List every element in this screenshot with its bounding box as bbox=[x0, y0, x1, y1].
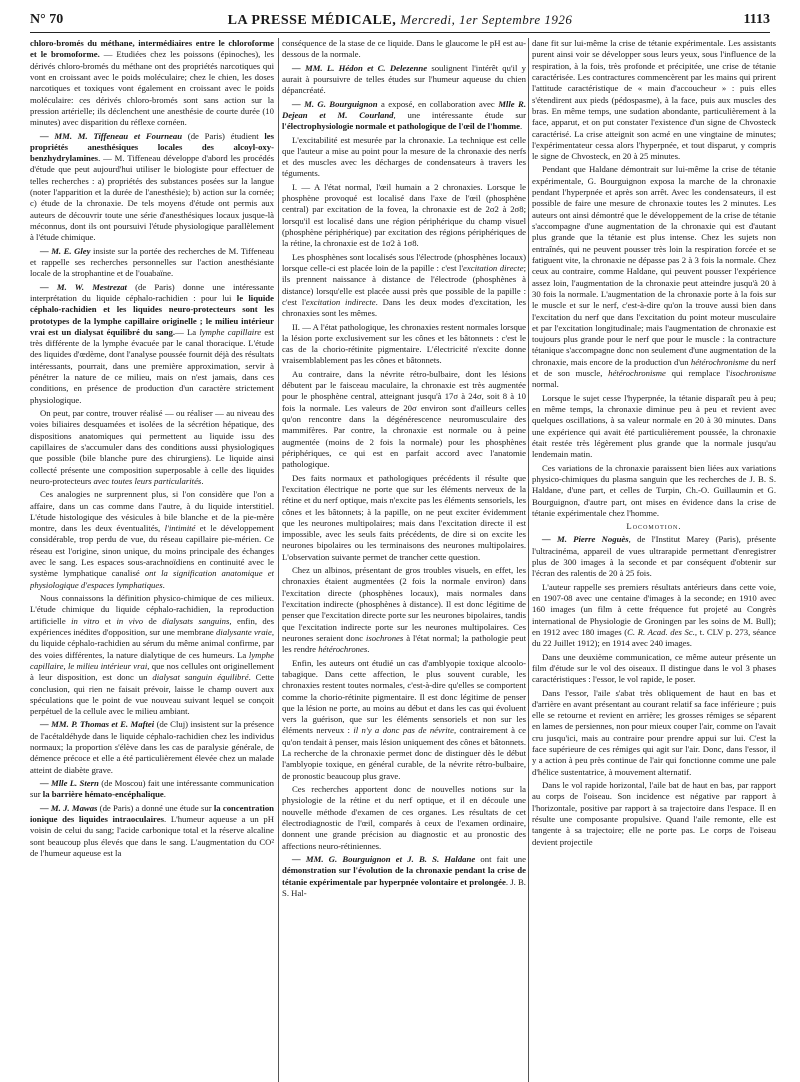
paragraph bbox=[282, 473, 526, 564]
italic-run: dialysats sanguins bbox=[162, 615, 230, 626]
text-run: , que nos cellules ont originellement à leur disposition, est donc un bbox=[30, 660, 274, 683]
text-run: Dans l'essor, l'aile s'abat très obliquement de haut en bas et d'arrière en avant présentant au courant relatif sa face inférieure ; puis elle se retourne et revient en arrière; les grosses rémiges se séparent en lames de persiennes, non pour mieux couper l'air, comme on l'avait cru jusqu'ici, mais au contraire pour prendre appui sur lui. C'est la face supérieure de ces rémiges qui agit sur l'air. Donc, dans l'essor, il y a action à peu près continue de l'air qui fonctionne comme une pale d'hélice sustentatrice, à mouvement alternatif. bbox=[532, 687, 776, 777]
paragraph bbox=[532, 652, 776, 686]
bold-run: le liquide céphalo-rachidien et les liquides neuro-protecteurs sont les prototypes de la lymphe capillaire originelle ; le milieu intérieur vrai est un dialysat équilibré du sang. bbox=[30, 292, 274, 337]
text-run: , une intéressante étude sur bbox=[393, 109, 526, 120]
text-run: (de Paris) étudient bbox=[182, 130, 265, 141]
text-run: , de l'Institut Marey (Paris), présente l'ultracinéma, appareil de vues ultrarapide permettant d'enregistrer plus de 300 images à la seconde et par conséquent d'obtenir sur l'écran des ralentis de 20 à 25 fois. bbox=[532, 534, 776, 579]
text-run: insiste sur la portée des recherches de M. Tiffeneau et rappelle ses recherches personnelles sur l'action anesthésiante locale de la strophantine et de l'ouabaïne. bbox=[30, 245, 274, 279]
page-number: 1113 bbox=[743, 12, 770, 27]
text-run: normal. bbox=[532, 379, 559, 390]
paragraph bbox=[30, 489, 274, 591]
italic-run: lymphe capillaire, le milieu intérieur vrai bbox=[30, 649, 274, 671]
paragraph bbox=[532, 688, 776, 779]
italic-run: dialysat sanguin équilibré bbox=[152, 672, 249, 683]
journal-title-line bbox=[30, 12, 770, 29]
bold-run: — MM. L. Hédon et C. Delezenne bbox=[292, 62, 428, 73]
journal-title: LA PRESSE MÉDICALE, bbox=[227, 13, 397, 28]
text-run: . bbox=[201, 475, 204, 486]
paragraph bbox=[282, 252, 526, 320]
issue-number: N° 70 bbox=[30, 12, 64, 27]
text-run: de bbox=[143, 615, 163, 626]
text-run: Chez un albinos, présentant de gros troubles visuels, en effet, les chronaxies étaient augmentées (2 fois la normale environ) dans l'excitation directe (phosphènes locaux), mais normales dans l'excitation indirecte (phosphènes à distance). Il est donc légitime de penser que l'excitation directe porte sur les neurones bipolaires, tandis que l'excitation indirecte porte sur les neurones multipolaires. Ces neurones seraient donc bbox=[282, 565, 526, 643]
italic-run: dialysante vraie bbox=[216, 626, 272, 637]
text-run: . Dans les deux modes d'excitation, les chronaxies sont les mêmes. bbox=[282, 296, 526, 319]
text-run: Ces analogies ne surprennent plus, si l'on considère que l'on a affaire, dans un cas comme dans l'autre, à du liquide interstitiel. L'étude histologique des vésicules à bile blanche et de la pie-mère montre, dans les deux éventualités, bbox=[30, 489, 274, 534]
text-run: qui remplace l' bbox=[665, 368, 730, 379]
bold-run: — M. J. Mawas bbox=[40, 802, 98, 813]
text-run: soulignent l'intérêt qu'il y aurait à poursuivre de telles études sur l'humeur aqueuse du chien dépancréaté. bbox=[282, 62, 526, 96]
italic-run: isochronisme bbox=[729, 368, 776, 379]
paragraph bbox=[30, 803, 274, 860]
bold-run: — Mlle L. Stern bbox=[40, 778, 99, 788]
italic-run: excitation indirecte bbox=[305, 296, 376, 307]
text-run: Ces recherches apportent donc de nouvelles notions sur la physiologie de la rétine et du nerf optique, et il en découle une nouvelle méthode d'examen de ces organes. Les résultats de cet électrodiagnostic de l'œil, comparés à ceux de l'examen ordinaire, donnent une grande précision au diagnostic et au pronostic des affections neuro-rétiniennes. bbox=[282, 784, 526, 851]
paragraph bbox=[282, 369, 526, 471]
paragraph bbox=[532, 38, 776, 162]
text-run: — La bbox=[175, 326, 200, 337]
text-run: On peut, par contre, trouver réalisé — ou réaliser — au niveau des voies biliaires desquamées et isolées de la sécrétion hépatique, des dispositions anatomiques qui permettent au liquide issu des capillaires de s'accumuler dans des conditions aussi physiologiques que possible (bile blanche pure des chirurgiens). Le liquide ainsi collecté présente une composition superposable à celle des liquides neuro-protecteurs bbox=[30, 408, 274, 486]
text-run: Dans le vol rapide horizontal, l'aile bat de haut en bas, par rapport au corps de l'oiseau. Son incidence est négative par rapport à l'horizontale, positive par rapport à sa trajectoire dans l'espace. Il en résulte une composante propulsive. Quand l'aile remonte, elle est tangente à sa trajectoire; elle ne porte pas. Le corps de l'oiseau devient projectile bbox=[532, 780, 776, 847]
text-run: (de Paris) donne une intéressante interprétation du liquide céphalo-rachidien : pour lui bbox=[30, 281, 274, 303]
paragraph bbox=[282, 854, 526, 899]
section-heading: Locomotion. bbox=[626, 521, 682, 532]
text-run: . L'humeur aqueuse a un pH voisin de celui du sang; l'acide carbonique total et la réserve alcaline sont beaucoup plus élevés que dans le sang. L'augmentation du CO² de l'humeur aqueuse est la bbox=[30, 813, 274, 858]
text-run: , du liquide céphalo-rachidien au sérum du même animal confirme, par des voies différentes, la nature dialytique de ces humeurs. La bbox=[30, 626, 274, 660]
text-run: Nous connaissons la définition physico-chimique de ces milieux. L'étude chimique du liquide céphalo-rachidien, la reproduction artificielle bbox=[30, 593, 274, 626]
italic-run: l'intimité bbox=[164, 523, 196, 534]
column-divider bbox=[528, 38, 529, 1082]
text-run: I. — A l'état normal, l'œil humain a 2 chronaxies. Lorsque le phosphène provoqué est localisé dans l'axe de l'œil (phosphène central) par excitation de la fovea, la chronaxie est de 2σ2 à 2σ8; lorsqu'il est localisé dans une région périphérique du champ visuel (phosphène périphérique) par excitation des régions périphériques de la rétine, la chronaxie est de 1σ2 à 1σ8. bbox=[282, 181, 526, 249]
text-run: Au contraire, dans la névrite rétro-bulbaire, dont les lésions débutent par le faisceau maculaire, la chronaxie est très augmentée pour le phosphène central, atteignant jusqu'à 17σ à 24σ, soit 8 à 10 fois la normale. Les valeurs de 20σ environ sont d'ailleurs celles qu'on rencontre dans la dégénérescence neuromusculaire des mammifères. Par contre, la chronaxie est normale ou à peine augmentée (moins de 2 fois la normale) pour les phosphènes périphériques, ce qui est en parfait accord avec l'anatomie pathologique. bbox=[282, 368, 526, 470]
paragraph bbox=[282, 784, 526, 852]
text-run: est très différente de la lymphe évacuée par le canal thoracique. L'étude des liquides d'œdème, dont l'analyse poussée fournit déjà des résultats intéressants, pourrait, dans une première approximation, servir à pénétrer la nature de ce milieu, mais on n'est jamais, dans ces conditions, en présence de production d'un caractère strictement physiologique. bbox=[30, 326, 274, 405]
bold-run: démonstration sur l'évolution de la chronaxie pendant la crise de tétanie expérimentale par hyperpnée volontaire et prolongée bbox=[282, 865, 526, 887]
italic-run: in vitro bbox=[71, 615, 100, 626]
paragraph bbox=[282, 182, 526, 250]
italic-run: isochrones bbox=[365, 632, 404, 643]
italic-run: hétérochronisme bbox=[690, 356, 749, 367]
text-run: (de Moscou) fait une intéressante communication sur bbox=[30, 778, 274, 800]
text-run: Ces variations de la chronaxie paraissent bien liées aux variations physico-chimiques du plasma sanguin que les recherches de J. B. S. Haldane, d'une part, et celles de Turpin, Ch.-O. Guillaumin et G. Bourguignon, d'autre part, ont mises en évidence dans la crise de tétanie expérimentale chez l'homme. bbox=[532, 462, 776, 518]
text-run: . bbox=[520, 121, 523, 132]
text-run: Pendant que Haldane démontrait sur lui-même la crise de tétanie expérimentale, G. Bourguignon exposa la marche de la chronaxie pendant l'hyperpnée et après son arrêt. Avec les condensateurs, il est possible de faire une mesure de chronaxie toutes les 2 minutes. Les auteurs ont ainsi démontré que le développement de la crise de tétanie s'accompagne d'une augmentation de la chronaxie qui est d'autant plus grande que la tétanie est plus intense. Chez les sujets non entraînés, qui ne peuvent pousser très loin la respiration forcée et se fatiguent vite, la chronaxie ne dépasse pas 2 à 3 fois la normale. Chez ceux au contraire, comme Haldane, qui peuvent pousser l'expérience assez loin, l'augmentation de la chronaxie peut atteindre jusqu'à 20 à 30 fois la normale. L'augmentation de la chronaxie porte à la fois sur le muscle et sur le nerf, c'est-à-dire qu'on la trouve aussi bien dans l'excitation du nerf que dans l'excitation du point moteur musculaire et par l'excitation longitudinale; mais l'augmentation de chronaxie est toujours plus grande pour le nerf que pour le muscle : la contracture tétanique s'accompagne donc non seulement d'une augmentation de la chronaxie, mais encore de la production d'un bbox=[532, 164, 776, 367]
paragraph bbox=[30, 778, 274, 801]
italic-run: avec toutes leurs particularités bbox=[93, 475, 202, 486]
text-run: II. — A l'état pathologique, les chronaxies restent normales lorsque la lésion porte exclusivement sur les cônes et les bâtonnets : c'est le cas de la chorio-rétinite pigmentaire. L'électricité n'excite donne vraisemblablement pas les cônes et bâtonnets. bbox=[282, 321, 526, 366]
italic-run: hétérochronisme bbox=[608, 368, 666, 379]
italic-run: hétérochrones bbox=[318, 644, 368, 655]
paragraph bbox=[30, 282, 274, 406]
paragraph bbox=[30, 719, 274, 776]
column-divider bbox=[278, 38, 279, 1082]
text-run: . — M. Tiffeneau développe d'abord les procédés d'étude que peut aujourd'hui utiliser le biologiste pour effectuer de telles recherches : a) propriétés des substances posées sur la langue (noter l'apparition et la durée de l'anesthésie); b) action sur la cornée; c) étude de la chronaxie. De tels moyens d'étude ont permis aux auteurs de découvrir toute une série d'anesthésiques locaux jusque-là méconnus, dont ils ont poursuivi l'étude physiologique parallèlement à l'étude chimique. bbox=[30, 153, 274, 243]
italic-run: ont la signification anatomique et physiologique d'espaces lymphatiques bbox=[30, 568, 274, 590]
text-run: . bbox=[162, 579, 165, 590]
bold-run: — M. G. Bourguignon bbox=[292, 98, 378, 109]
italic-run: excitation directe bbox=[463, 262, 524, 273]
paragraph bbox=[532, 780, 776, 848]
bold-run: — M. E. Gley bbox=[40, 245, 91, 256]
paragraph bbox=[532, 393, 776, 461]
paragraph bbox=[282, 63, 526, 97]
bold-run: — M. Pierre Noguès bbox=[542, 534, 629, 545]
paragraph bbox=[282, 565, 526, 656]
text-run: ; ils prennent naissance à distance de l'électrode (phosphènes à distance) lorsqu'elle est placée aussi près que possible de la papille : c'est l' bbox=[282, 262, 526, 307]
text-run: . Cette conclusion, qui rien ne faisait prévoir, laisse le champ ouvert aux spéculations que le point de vue nouveau suivant lequel se conçoit perpétuel de la cellule avec le milieu ambiant. bbox=[30, 672, 274, 717]
text-run: (de Paris) a donné une étude sur bbox=[97, 802, 214, 813]
paragraph bbox=[532, 164, 776, 390]
bold-run: les propriétés anesthésiques locales des alcoyl-oxy-benzhydrylamines bbox=[30, 130, 274, 164]
text-run: a exposé, en collaboration avec bbox=[377, 98, 499, 109]
text-run: , enfin, des expériences inédites d'opposition, sur une membrane bbox=[30, 615, 274, 637]
text-run: et bbox=[99, 615, 117, 626]
text-run: Les phosphènes sont localisés sous l'électrode (phosphènes locaux) lorsque celle-ci est placée loin de la papille : c'est l' bbox=[282, 251, 526, 273]
bold-run: la concentration ionique des liquides intraoculaires bbox=[30, 802, 274, 824]
bold-run: chloro-bromés du méthane, intermédiaires entre le chloroforme et le bromoforme. bbox=[30, 38, 274, 60]
paragraph bbox=[282, 322, 526, 367]
text-run: — Etudiées chez les poissons (épinoches), les dérivés chloro-bromés du méthane ont des propriétés narcotiques qui vont en croissant avec le poids moléculaire; chez le chien, les doses narcotiques et toxiques vont également en croissant avec le poids moléculaire: ces dérivés chloro-bromés sont sans action sur la pression artérielle; ils déclenchent une anesthésie de courte durée (10 minutes) avec disparition du réflexe cornéen. bbox=[30, 49, 274, 128]
text-run: dane fit sur lui-même la crise de tétanie expérimentale. Les assistants purent ainsi voir se développer sous leurs yeux, sous l'influence de la respiration, à la fois, très profonde et précipitée, une crise de tétanie caractérisée. Les contractures commencèrent par les mains qui prirent l'attitude caractéristique de « main d'accoucheur » : puis elles s'étendirent aux pieds (pédospasme), à la face, puis aux muscles des bras. En même temps, une sudation abondante, particulièrement à la face, apparut, et on put constater l'existence d'un signe de Chvosteck caractérisé. La crise atteignit son acmé en une vingtaine de minutes; l'expérimentateur cessa alors l'hyperpnée, et tout disparut, y compris le signe de Chvosteck, en 20 à 25 minutes. bbox=[532, 38, 776, 162]
bold-run: la barrière hémato-encéphalique bbox=[42, 789, 164, 800]
paragraph bbox=[30, 131, 274, 244]
paragraph bbox=[30, 38, 274, 129]
paragraph bbox=[532, 534, 776, 579]
bold-run: — MM. P. Thomas et E. Maftei bbox=[40, 719, 155, 730]
paragraph bbox=[30, 408, 274, 487]
paragraph bbox=[282, 38, 526, 61]
paragraph bbox=[282, 135, 526, 180]
text-run: Lorsque le sujet cesse l'hyperpnée, la tétanie disparaît peu à peu; en même temps, la chronaxie diminue peu à peu et revient avec quelques oscillations, à sa valeur normale en 20 à 30 minutes. Dans une expérience qui avait été particulièrement poussée, la chronaxie était restée très légèrement plus grande que la normale jusqu'au lendemain matin. bbox=[532, 392, 776, 460]
paragraph bbox=[282, 658, 526, 782]
running-header bbox=[30, 12, 770, 33]
text-run: à l'état normal; la pathologie peut les rendre bbox=[282, 632, 526, 655]
text-run: , contrairement à ce qu'on tendait à penser, mais lésion uniquement des cônes et bâtonnets. La recherche de la chronaxie permet donc de distinguer dès le début l'amblyopie toxique, en général curable, de la névrite rétro-bulbaire, de pronostic beaucoup plus grave. bbox=[282, 725, 526, 781]
italic-run: lymphe capillaire bbox=[199, 326, 262, 337]
column-right bbox=[532, 38, 776, 1082]
article-body bbox=[30, 38, 776, 1082]
issue-date: Mercredi, 1er Septembre 1926 bbox=[400, 12, 573, 27]
text-run: Enfin, les auteurs ont étudié un cas d'amblyopie toxique alcoolo-tabagique. Dans cette affection, le plus souvent curable, les chronaxies restent toutes normales, c'est-à-dire qu'elles se comportent comme la chorio-rétinite pigmentaire. Il est donc légitime de penser que la lésion ne porte, au moins au début et dans les cas qui évoluent vers la guérison, que sur les éléments sensoriels et non sur les éléments nerveux : bbox=[282, 657, 526, 736]
text-run: L'auteur rappelle ses premiers résultats antérieurs dans cette voie, en 1907-08 avec une centaine d'images à la seconde; en 1910 avec 160 images (un film à cette fréquence fut projeté au Congrès international de Physiologie de Groningen par les soins de M. Bull); en 1912 avec 180 images ( bbox=[532, 581, 776, 637]
bold-run: Mlle R. Dejean et M. Courland bbox=[282, 98, 526, 120]
paragraph bbox=[282, 99, 526, 133]
bold-run: — MM. M. Tiffeneau et Fourneau bbox=[40, 130, 183, 141]
bold-run: l'électrophysiologie normale et pathologique de l'œil de l'homme bbox=[282, 121, 521, 132]
italic-run: in vivo bbox=[116, 615, 144, 626]
paragraph bbox=[532, 463, 776, 520]
text-run: . bbox=[367, 644, 370, 655]
paragraph bbox=[30, 246, 274, 280]
text-run: (de Cluj) insistent sur la présence de l'acétaldéhyde dans le liquide céphalo-rachidien chez les individus normaux; la proportion s'élève dans les cas de paralysie générale, de démence précoce et elle a été particulièrement élevée chez un malade atteint de diabète grave. bbox=[30, 719, 274, 775]
text-run: conséquence de la stase de ce liquide. Dans le glaucome le pH est au-dessous de la normale. bbox=[282, 38, 526, 60]
italic-run: il n'y a donc pas de névrite bbox=[353, 725, 454, 736]
text-run: , t. CLV p. 273, séance du 22 Juillet 1912); en 1914 avec 240 images. bbox=[532, 626, 776, 649]
text-run: L'excitabilité est mesurée par la chronaxie. La technique est celle que l'auteur a mise au point pour la mesure de la chronaxie des nerfs et des muscles avec les décharges de condensateurs à travers les téguments. bbox=[282, 134, 526, 179]
text-run: et le développement considérable, trop perdu de vue, du réseau capillaire pie-mérien. Ce réseau est l'origine, sinon unique, du moins principale des échanges avec le sang. Les espaces sous-arachnoïdiens en continuité avec le système lymphatique canalisé bbox=[30, 523, 274, 579]
text-run: Dans une deuxième communication, ce même auteur présente un film d'étude sur le vol des oiseaux. Il distingue dans le vol 3 phases caractéristiques : l'essor, le vol rapide, le poser. bbox=[532, 651, 776, 685]
italic-run: C. R. Acad. des Sc. bbox=[627, 626, 695, 637]
column-middle bbox=[282, 38, 526, 1082]
paragraph bbox=[30, 593, 274, 717]
bold-run: — M. W. Mestrezat bbox=[40, 281, 127, 292]
text-run: ont fait une bbox=[475, 853, 526, 864]
paragraph bbox=[532, 582, 776, 650]
text-run: du nerf et de son muscle, bbox=[532, 356, 776, 379]
text-run: . J. B. S. Hal- bbox=[282, 876, 526, 898]
text-run: . bbox=[163, 789, 166, 800]
text-run: Des faits normaux et pathologiques précédents il résulte que l'excitation électrique ne porte que sur les éléments nerveux de la rétine et du nerf optique, mais n'excite pas les éléments sensoriels, les cônes et les bâtonnets; à la papille, on ne peut exciter évidemment que les neurones multipolaires; mais dans l'excitation directe il est impossible, avec les seuls faits précédents, de dire si on excite les neurones bipolaires ou les terminaisons des neurones multipolaires. L'observation suivante permet de trancher cette question. bbox=[282, 472, 526, 562]
column-left bbox=[30, 38, 274, 1082]
bold-run: — MM. G. Bourguignon et J. B. S. Haldane bbox=[292, 853, 476, 864]
